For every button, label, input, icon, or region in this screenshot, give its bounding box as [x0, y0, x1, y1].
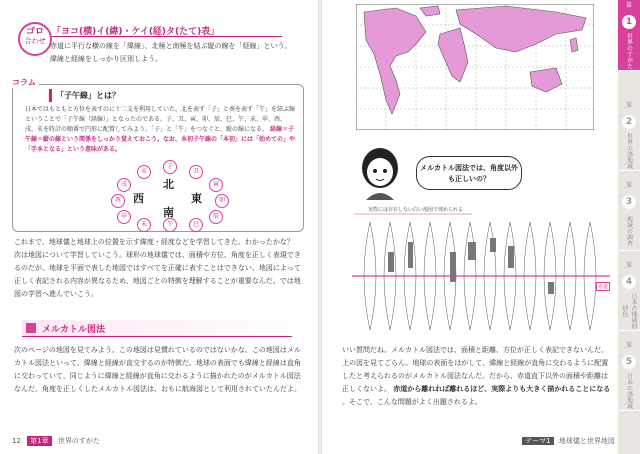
theme-tag: テーマ1: [522, 437, 553, 445]
tab-1-number: 1: [622, 15, 636, 29]
interrupted-globe-map: [352, 212, 610, 340]
tab-4-label: 日本の地域的特色: [621, 293, 637, 329]
mnemonic-heading: 「ヨコ(横)イ(緯)・ケイ(経)タ(たて)表」: [52, 24, 282, 37]
section-heading: [22, 320, 292, 337]
zodiac-rabbit: 卯: [215, 194, 229, 208]
intro-line-2: 緯線と経線をしっかり区別しよう。: [50, 55, 162, 63]
column-title: 「子午線」とは？: [49, 89, 124, 102]
zodiac-sheep: 未: [137, 218, 151, 232]
left-page-number: 12: [12, 437, 21, 445]
intro-text: [50, 40, 300, 66]
chapter-tab-5[interactable]: [618, 340, 640, 411]
zodiac-rat: 子: [163, 160, 177, 174]
shigosen-column: [12, 78, 304, 232]
tab-1-label: 世界のすがた: [625, 33, 633, 69]
right-body-bold: 赤道から離れれば離れるほど、実際よりも大きく描かれることになる: [393, 385, 611, 393]
chapter-tab-1[interactable]: [618, 0, 640, 71]
zodiac-dog: 戌: [117, 178, 131, 192]
tab-5-top: 第: [625, 342, 632, 349]
section-title: メルカトル図法: [42, 325, 106, 335]
tab-3-label: 地域の調査: [625, 216, 633, 246]
chapter-tabs: [618, 0, 640, 454]
body-paragraph-2: 次のページの地図を見てみよう。この地図は見慣れているのではないかな。この地図はメルカトル図法といって、緯線と経線が直交するのが特徴だ。地球の表面でも緯線と経線は直角に交わっていて、同じように緯線と経線が直角に交わるように描かれたのがメルカトル図法なんだ。角度を正しくしたメルカトル図法は、おもに航海図として利用されていたんだよ。: [14, 346, 301, 393]
tab-4-top: 第: [625, 262, 632, 269]
tab-5-number: 5: [622, 355, 636, 369]
question-bubble: メルカトル図法では、角度以外も正しいの？: [416, 156, 522, 190]
direction-south: 南: [163, 206, 174, 219]
left-footer: [12, 436, 104, 446]
zodiac-ox: 丑: [189, 165, 203, 179]
zodiac-snake: 巳: [189, 218, 203, 232]
column-body: [25, 105, 297, 155]
tab-2-number: 2: [622, 115, 636, 129]
chapter-tab-3[interactable]: [618, 180, 640, 251]
goro-top-text: ゴロ: [25, 27, 44, 37]
intro-line-1: 赤道に平行な横の線を「緯線」、北極と南極を結ぶ縦の線を「経線」という。: [50, 42, 292, 50]
equator-label: 赤道: [598, 284, 609, 290]
mercator-map: [356, 4, 594, 130]
zodiac-horse: 午: [163, 218, 177, 232]
zodiac-dial: [109, 160, 229, 226]
theme-title: 地球儀と世界地図: [558, 437, 615, 445]
column-text-2: 経線＝子午線＝縦の線という関係をしっかり覚えておこう。なお、本初子午線の「本初」には「始めての」や「手本となる」という意味がある。: [25, 126, 296, 153]
section-square-icon: [26, 323, 36, 333]
zodiac-boar: 亥: [137, 165, 151, 179]
goro-bottom-text: 合わせ: [24, 37, 46, 45]
zodiac-monkey: 申: [117, 210, 131, 224]
student-avatar: [358, 146, 402, 202]
direction-east: 東: [191, 192, 202, 205]
right-body-text: いい質問だね。メルカトル図法では、面積と距離、方位が正しく表記できないんだ。上の図を見てごらん。地球の表面をはがして、緯線と経線が直角に交わるように配置したと考えられるのがメルカトル図法なんだ。だから、赤道直下以外の面積や距離は正しくないよ。: [342, 346, 609, 393]
right-footer: [522, 436, 632, 446]
body-paragraph-1: これまで、地球儀と地球上の位置を示す緯度・経度などを学習してきた。わかったかな？ 次は地図について学習していこう。球形の地球儀では、面積や方位、角度を正しく表現できるのだが、地球を平面で表した地図ではすべてを正確に表すことはできない。地図によって正しく表記される内容が異なるため、地図ごとの特徴を理解することが重要なんだ。では地図の学習へ進んでいこう。: [14, 238, 301, 298]
left-page: [0, 0, 318, 454]
tab-3-top: 第: [625, 182, 632, 189]
tab-1-top: 第: [625, 2, 632, 9]
tab-2-top: 第: [625, 102, 632, 109]
right-page: [322, 0, 640, 454]
column-text-1: 日本ではもともと方位を表すのに十二支を利用していた。北を表す「子」と南を表す「午」を結ぶ線ということで「子午線（経線）」となったのである。子、丑、寅、卯、辰、巳、午、未、申、酉、戌、亥を時計の順番で円形に配置してみよう。「子」と「午」をつなぐと、縦の線になる。: [25, 106, 296, 133]
zodiac-tiger: 寅: [209, 178, 223, 192]
right-body: [342, 344, 612, 409]
zodiac-rooster: 酉: [111, 194, 125, 208]
chapter-tab-2[interactable]: [618, 100, 640, 171]
zodiac-dragon: 辰: [209, 210, 223, 224]
map-note: 実際には存在しない白い地図で埋められる: [368, 207, 464, 213]
chapter-tab-4[interactable]: [618, 260, 640, 331]
tab-5-label: 日本の諸地域: [625, 373, 633, 409]
column-tag: コラム: [9, 77, 39, 88]
chapter-label: 第1章: [27, 436, 51, 446]
tab-3-number: 3: [622, 195, 636, 209]
tab-4-number: 4: [622, 275, 636, 289]
direction-west: 西: [133, 192, 144, 205]
direction-north: 北: [163, 178, 174, 191]
right-body-end: 。そこで、こんな問題がよく出題されるよ。: [342, 398, 482, 406]
goro-badge: [18, 22, 52, 56]
tab-2-label: 世界の諸地域: [625, 133, 633, 169]
chapter-title: 世界のすがた: [57, 437, 100, 445]
